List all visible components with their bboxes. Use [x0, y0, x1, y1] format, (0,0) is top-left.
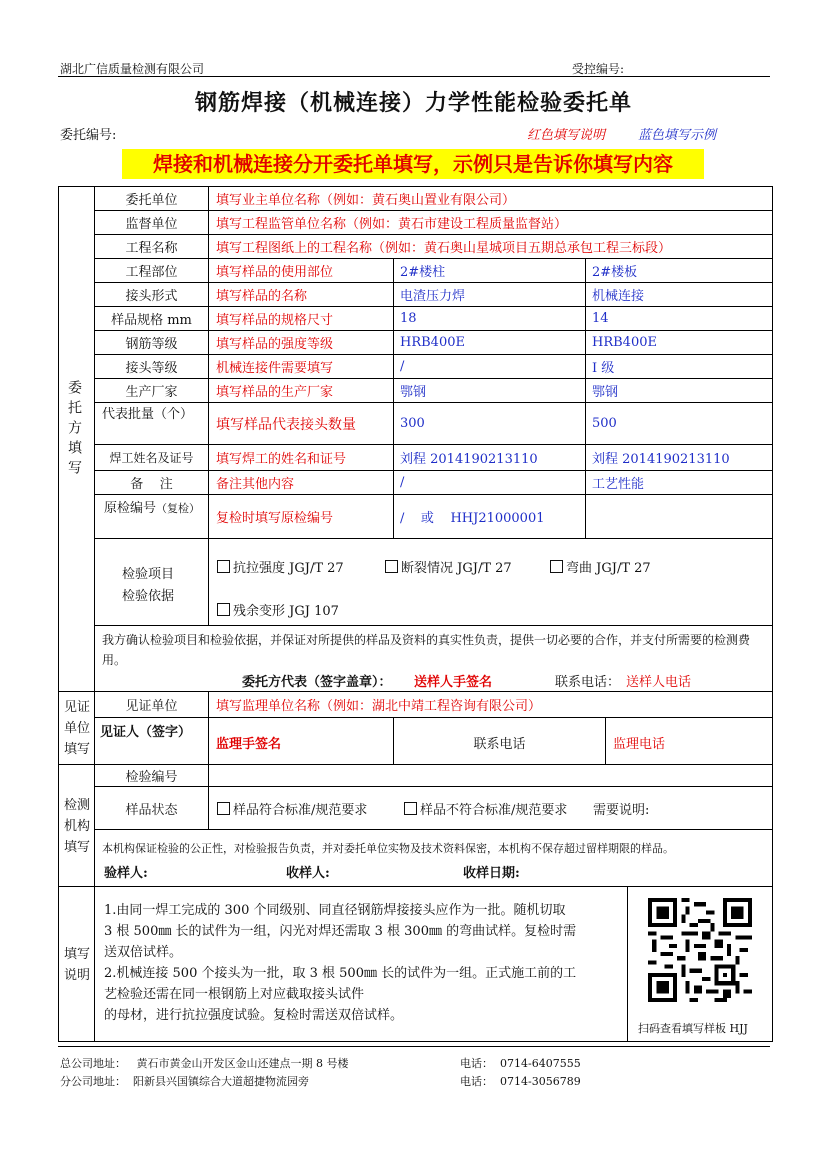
example-2-steel-grade: HRB400E [592, 335, 657, 350]
notice-banner: 焊接和机械连接分开委托单填写，示例只是告诉你填写内容 [122, 149, 704, 179]
label-client-unit: 委托单位 [125, 193, 178, 208]
label-original-number: 原检编号（复检） [104, 501, 201, 516]
example-2-remarks: 工艺性能 [592, 477, 645, 492]
example-1-remarks: / [400, 475, 405, 490]
hint-sample-spec: 填写样品的规格尺寸 [216, 313, 334, 328]
example-1-batch-qty: 300 [400, 416, 425, 431]
hint-remarks: 备注其他内容 [216, 477, 295, 492]
example-original-number: / 或 HHJ21000001 [400, 511, 545, 526]
label-receiver: 收样人: [286, 866, 330, 881]
hint-witness-unit: 填写监理单位名称（例如：湖北中靖工程咨询有限公司） [216, 699, 542, 714]
label-welder: 焊工姓名及证号 [109, 451, 194, 465]
footer-rule [58, 1046, 770, 1047]
witness-section-label: 见证单位填写 [63, 700, 90, 757]
checkbox-icon[interactable] [217, 802, 230, 815]
label-test-basis: 检验依据 [122, 589, 175, 604]
label-test-items: 检验项目 [122, 567, 175, 582]
example-1-sample-spec: 18 [400, 311, 417, 326]
example-1-welder: 刘程 2014190213110 [400, 452, 538, 467]
label-sample-state: 样品状态 [125, 802, 178, 818]
label-joint-grade: 接头等级 [125, 361, 178, 376]
rep-hint: 送样人手签名 [414, 675, 493, 690]
test-item-bending[interactable]: 弯曲 JGJ/T 27 [550, 557, 651, 576]
sample-state-bad[interactable]: 样品不符合标准/规范要求 [404, 787, 567, 829]
label-steel-grade: 钢筋等级 [125, 337, 178, 352]
hint-steel-grade: 填写样品的强度等级 [216, 337, 334, 352]
hq-address: 总公司地址： 黄石市黄金山开发区金山还建点一期 8 号楼 [60, 1057, 349, 1070]
notes-divider [627, 886, 628, 1042]
branch-phone: 电话： 0714-3056789 [460, 1075, 581, 1088]
hint-project-part: 填写样品的使用部位 [216, 265, 334, 280]
example-1-joint-grade: / [400, 359, 405, 374]
hint-project-name: 填写工程图纸上的工程名称（例如：黄石奥山星城项目五期总承包工程三标段） [216, 241, 672, 256]
hint-original-number: 复检时填写原检编号 [216, 511, 334, 526]
example-2-manufacturer: 鄂钢 [592, 385, 619, 400]
hint-batch-qty: 填写样品代表接头数量 [216, 416, 356, 433]
hint-welder: 填写焊工的姓名和证号 [216, 452, 347, 467]
notes-section-label: 填写说明 [63, 947, 90, 983]
example-2-welder: 刘程 2014190213110 [592, 452, 730, 467]
example-1-project-part: 2#楼柱 [400, 265, 446, 280]
checkbox-icon[interactable] [385, 560, 398, 573]
client-phone-label: 联系电话： [555, 675, 621, 690]
qr-caption: 扫码查看填写样板 HJJ [638, 1022, 748, 1035]
label-checker: 验样人: [104, 866, 148, 881]
client-phone-hint: 送样人电话 [626, 675, 692, 690]
example-1-joint-type: 电渣压力焊 [400, 289, 466, 304]
label-witness-unit: 见证单位 [125, 699, 178, 714]
label-witness-person: 见证人（签字） [100, 724, 192, 740]
hint-supervision-unit: 填写工程监管单位名称（例如：黄石市建设工程质量监督站） [216, 217, 568, 232]
label-test-number: 检验编号 [125, 770, 178, 785]
checkbox-icon[interactable] [404, 802, 417, 815]
declaration-text: 我方确认检验项目和检验依据，并保证对所提供的样品及资料的真实性负责，提供一切必要的合作，并支付所需要的检测费用。 [102, 633, 751, 667]
label-sample-spec: 样品规格 mm [111, 313, 192, 328]
example-2-joint-type: 机械连接 [592, 289, 645, 304]
hint-witness-phone: 监理电话 [613, 736, 666, 752]
label-batch-qty: 代表批量（个） [102, 406, 194, 422]
header-rule [58, 76, 770, 77]
client-section-label: 委托方填写 [66, 380, 82, 480]
rep-label: 委托方代表（签字盖章）： [242, 675, 392, 690]
hint-witness-person: 监理手签名 [216, 736, 282, 752]
hint-joint-type: 填写样品的名称 [216, 289, 308, 304]
legend-blue: 蓝色填写示例 [638, 128, 717, 143]
hq-phone: 电话： 0714-6407555 [460, 1057, 581, 1070]
example-2-joint-grade: I 级 [592, 361, 615, 376]
checkbox-icon[interactable] [217, 560, 230, 573]
label-remarks: 备 注 [130, 477, 173, 492]
label-project-name: 工程名称 [125, 241, 178, 256]
entrust-number-label: 委托编号: [60, 128, 117, 143]
qr-code-icon[interactable] [648, 898, 752, 1002]
control-number-label: 受控编号: [572, 62, 625, 76]
lab-section-label: 检测机构填写 [63, 798, 90, 855]
checkbox-icon[interactable] [217, 603, 230, 616]
company-name: 湖北广信质量检测有限公司 [60, 62, 205, 76]
test-item-fracture[interactable]: 断裂情况 JGJ/T 27 [385, 557, 512, 576]
sample-state-ok[interactable]: 样品符合标准/规范要求 [217, 787, 367, 829]
example-2-batch-qty: 500 [592, 416, 617, 431]
lab-statement: 本机构保证检验的公正性，对检验报告负责，并对委托单位实物及技术资料保密，本机构不保存超过留样期限的样品。 [102, 842, 674, 855]
branch-address: 分公司地址： 阳新县兴国镇综合大道超捷物流园旁 [60, 1075, 309, 1088]
example-2-sample-spec: 14 [592, 311, 609, 326]
test-item-tensile[interactable]: 抗拉强度 JGJ/T 27 [217, 557, 344, 576]
label-manufacturer: 生产厂家 [125, 385, 178, 400]
checkbox-icon[interactable] [550, 560, 563, 573]
notes-text: 1.由同一焊工完成的 300 个同级别、同直径钢筋焊接接头应作为一批。随机切取 3 根 500㎜ 长的试件为一组，闪光对焊还需取 3 根 300㎜ 的弯曲试样。复检时需 送双倍试样。 2.机械连接 500 个接头为一批，取 3 根 500㎜ 长的试件为一组。正式施工前的工 艺检验还需在同一根钢筋上对应截取接头试件 的母材，进行抗拉强度试验。复检时需送双倍试样。 [104, 903, 577, 1023]
example-2-project-part: 2#楼板 [592, 265, 638, 280]
hint-joint-grade: 机械连接件需要填写 [216, 361, 334, 376]
label-witness-phone: 联系电话 [473, 736, 526, 752]
hint-manufacturer: 填写样品的生产厂家 [216, 385, 334, 400]
page-title: 钢筋焊接（机械连接）力学性能检验委托单 [194, 90, 632, 116]
label-receive-date: 收样日期: [463, 866, 520, 881]
legend-red: 红色填写说明 [527, 128, 606, 143]
hint-client-unit: 填写业主单位名称（例如：黄石奥山置业有限公司） [216, 193, 516, 208]
sample-state-note-label: 需要说明: [593, 802, 650, 818]
example-1-steel-grade: HRB400E [400, 335, 465, 350]
label-joint-type: 接头形式 [125, 289, 178, 304]
label-supervision-unit: 监督单位 [125, 217, 178, 232]
test-item-residual[interactable]: 残余变形 JGJ 107 [217, 600, 339, 619]
label-project-part: 工程部位 [125, 265, 178, 280]
example-1-manufacturer: 鄂钢 [400, 385, 427, 400]
